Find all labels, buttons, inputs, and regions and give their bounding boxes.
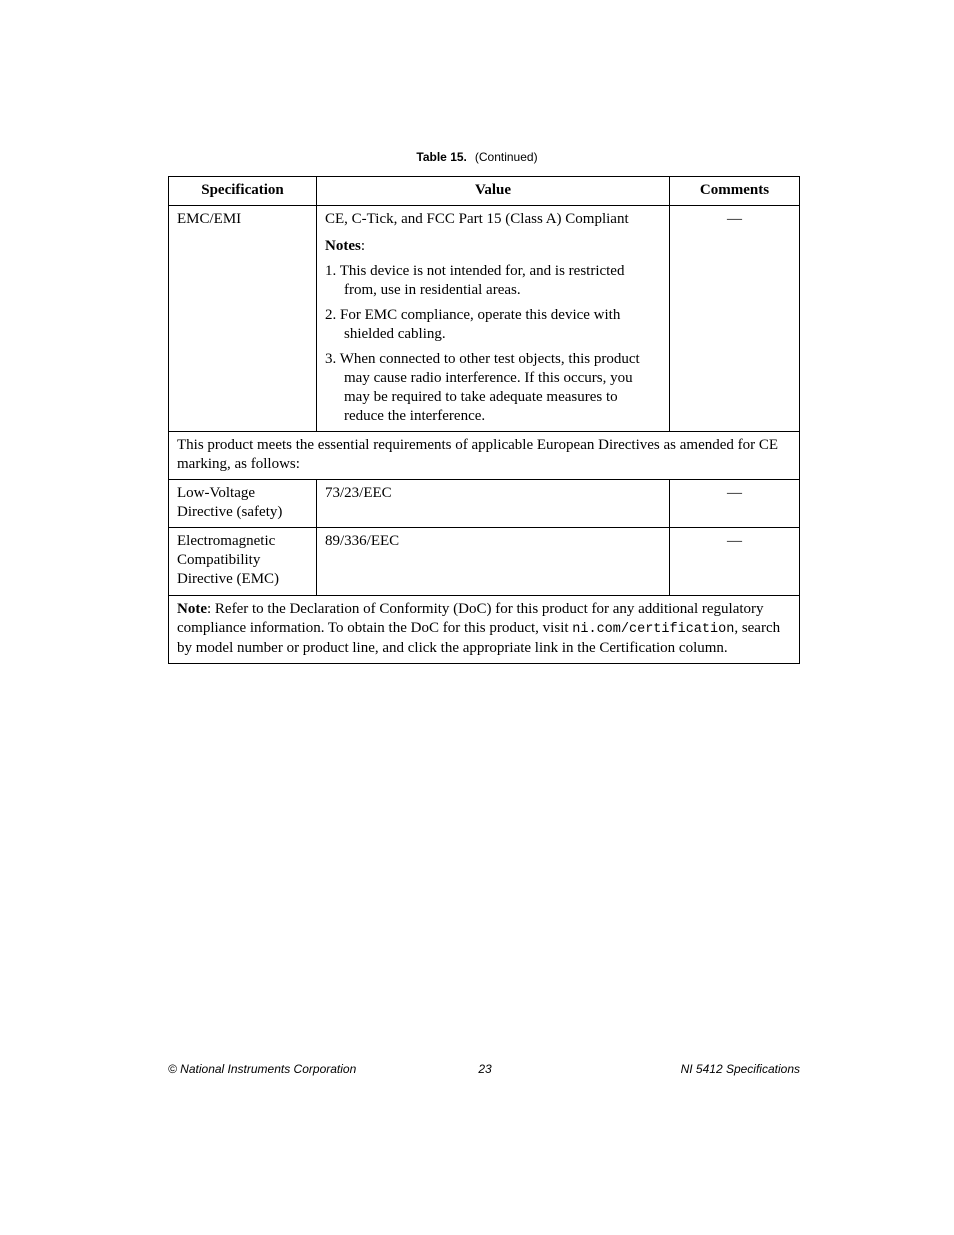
note-item: 2. For EMC compliance, operate this device with shielded cabling. <box>325 307 621 342</box>
table-row <box>169 528 800 596</box>
notes-colon: : <box>360 238 365 254</box>
spec-cell: Low-Voltage Directive (safety) <box>169 480 317 528</box>
compliance-text: CE, C-Tick, and FCC Part 15 (Class A) Compliant <box>325 211 629 227</box>
notes-heading <box>325 237 661 256</box>
spec-cell: Electromagnetic Compatibility Directive (EMC) <box>169 528 317 596</box>
table-row <box>169 206 800 432</box>
specifications-table <box>168 176 800 664</box>
note-cell <box>169 596 800 664</box>
table-row <box>169 432 800 480</box>
header-comments: Comments <box>670 177 800 206</box>
table-header-row <box>169 177 800 206</box>
note-item: 1. This device is not intended for, and is restricted from, use in residential areas. <box>325 263 625 298</box>
notes-label: Notes <box>325 238 361 254</box>
footer-page-number: 23 <box>478 1062 492 1076</box>
table-row <box>169 596 800 664</box>
note-text-after: , search by model number or product line, and click the appropriate link in the Certification column. <box>177 620 781 656</box>
note-text-before: : Refer to the Declaration of Conformity (DoC) for this product for any additional regulatory compliance information. To obtain the DoC for this product, visit <box>177 601 764 636</box>
comment-cell: — <box>670 206 800 432</box>
directive-intro: This product meets the essential requirements of applicable European Directives as amended for CE marking, as follows: <box>169 432 800 480</box>
comment-cell: — <box>670 480 800 528</box>
value-cell <box>317 206 670 432</box>
header-specification: Specification <box>169 177 317 206</box>
value-cell: 73/23/EEC <box>317 480 670 528</box>
comment-cell: — <box>670 528 800 596</box>
header-value: Value <box>317 177 670 206</box>
note-item: 3. When connected to other test objects, this product may cause radio interference. If this occurs, you may be required to take adequate measures to reduce the interference. <box>325 351 640 424</box>
footer-document-title: NI 5412 Specifications <box>680 1062 800 1076</box>
value-cell: 89/336/EEC <box>317 528 670 596</box>
caption-label: Table 15. <box>416 150 467 164</box>
table-row <box>169 480 800 528</box>
spec-cell: EMC/EMI <box>169 206 317 432</box>
note-label: Note <box>177 601 207 617</box>
table-caption <box>0 150 954 164</box>
caption-text: (Continued) <box>474 150 538 164</box>
certification-link[interactable]: ni.com/certification <box>572 622 735 637</box>
footer-copyright: © National Instruments Corporation <box>168 1062 357 1076</box>
